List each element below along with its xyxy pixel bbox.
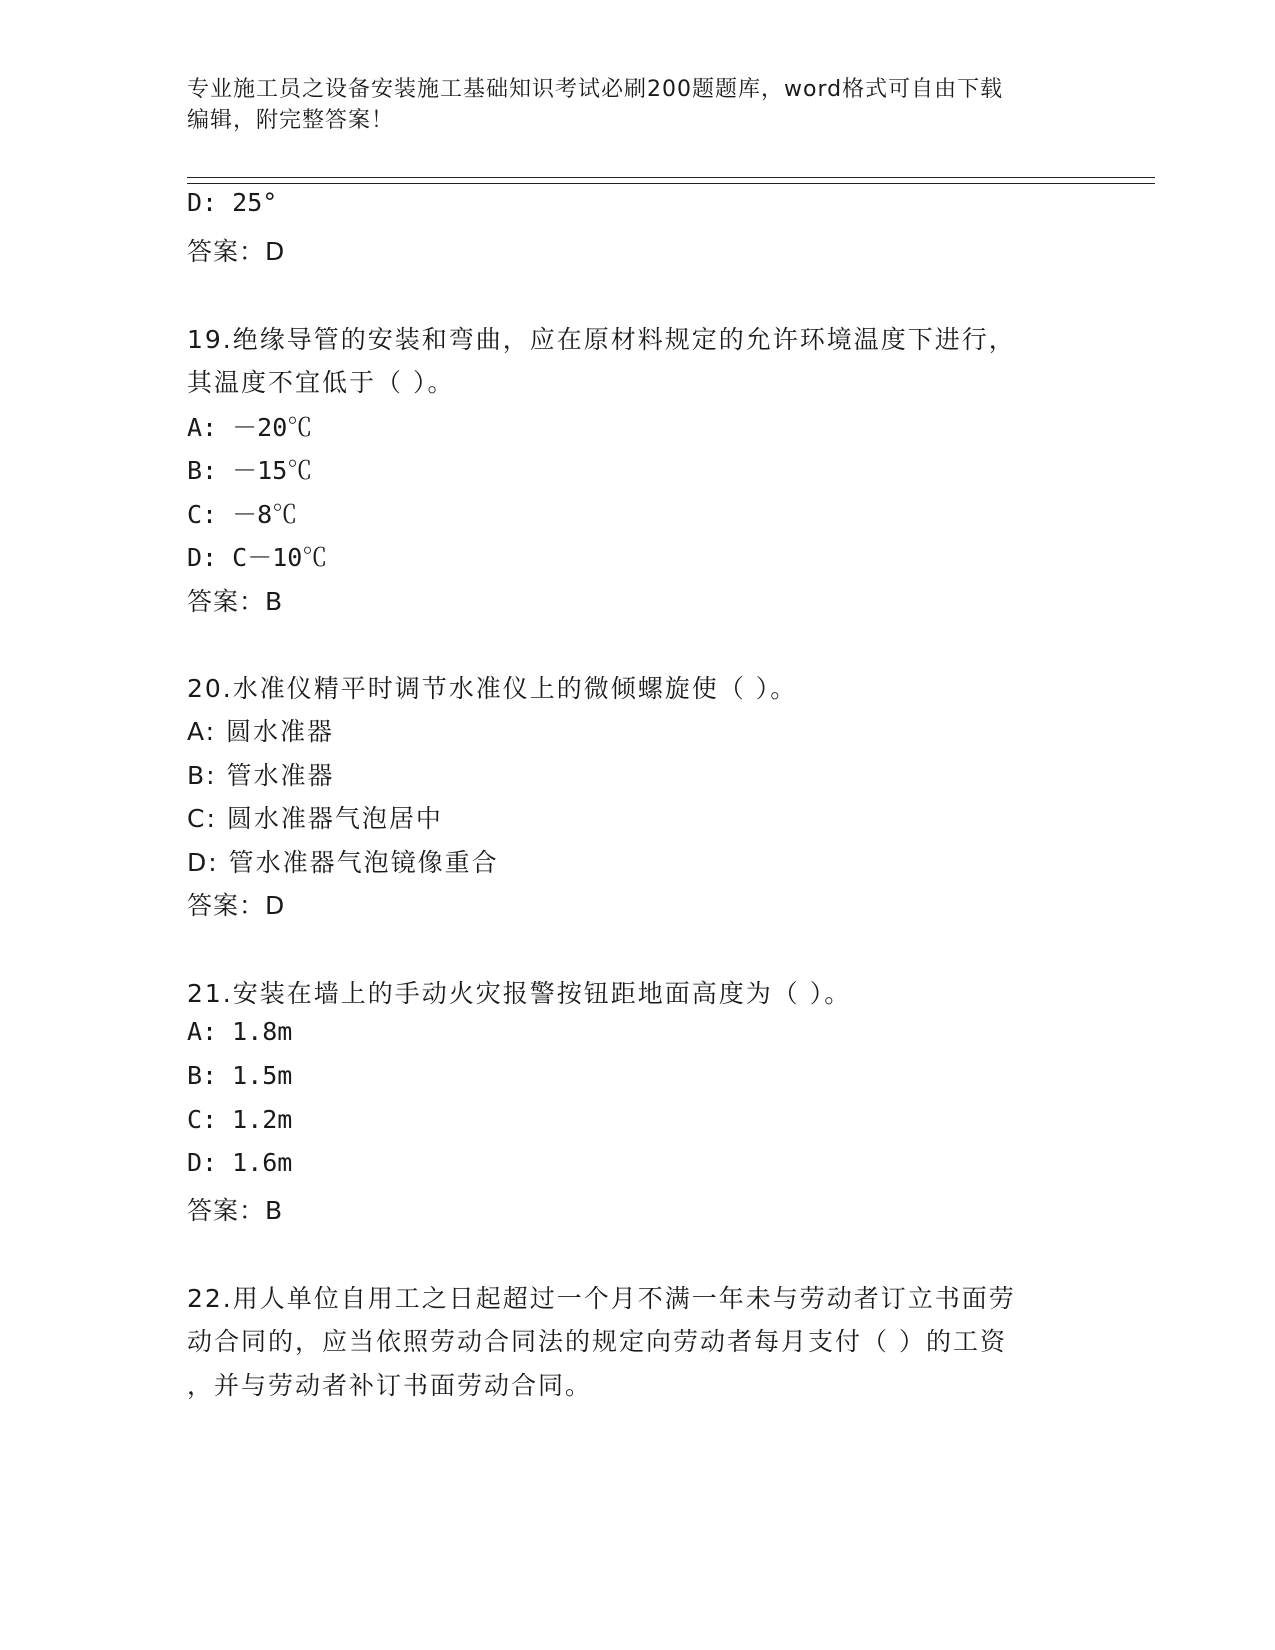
q19-option-a: A: －20℃ — [187, 413, 313, 442]
q21-option-d: D: 1.6m — [187, 1148, 293, 1177]
q20-option-a: A: 圆水准器 — [187, 717, 335, 746]
q20-stem: 20.水准仪精平时调节水准仪上的微倾螺旋使（ ）。 — [187, 674, 798, 703]
q22-stem-line-3: ，并与劳动者补订书面劳动合同。 — [187, 1371, 593, 1400]
header-title-line-1: 专业施工员之设备安装施工基础知识考试必刷200题题库，word格式可自由下载 — [187, 77, 1004, 102]
q21-option-a: A: 1.8m — [187, 1017, 293, 1046]
header-title-line-2: 编辑，附完整答案！ — [187, 108, 395, 133]
q18-answer: 答案：D — [187, 237, 286, 266]
q20-option-d: D: 管水准器气泡镜像重合 — [187, 848, 499, 877]
q20-option-b: B: 管水准器 — [187, 761, 335, 790]
q19-answer: 答案：B — [187, 587, 284, 616]
q22-stem-line-2: 动合同的，应当依照劳动合同法的规定向劳动者每月支付（ ）的工资 — [187, 1327, 1007, 1356]
q21-stem: 21.安装在墙上的手动火灾报警按钮距地面高度为（ ）。 — [187, 979, 852, 1008]
q19-option-c: C: －8℃ — [187, 500, 298, 529]
q20-option-c: C: 圆水准器气泡居中 — [187, 804, 443, 833]
q19-option-b: B: －15℃ — [187, 456, 313, 485]
q21-option-c: C: 1.2m — [187, 1105, 293, 1134]
header-divider-top — [187, 177, 1155, 178]
q18-option-d: D: 25° — [187, 188, 278, 217]
q19-stem-line-1: 19.绝缘导管的安装和弯曲，应在原材料规定的允许环境温度下进行， — [187, 325, 1016, 354]
q19-stem-line-2: 其温度不宜低于（ ）。 — [187, 368, 455, 397]
q19-option-d: D: C－10℃ — [187, 543, 328, 572]
q21-answer: 答案：B — [187, 1196, 284, 1225]
q20-answer: 答案：D — [187, 891, 286, 920]
document-header — [187, 74, 1087, 136]
header-divider-bottom — [187, 183, 1155, 184]
q22-stem-line-1: 22.用人单位自用工之日起超过一个月不满一年未与劳动者订立书面劳 — [187, 1284, 1016, 1313]
q21-option-b: B: 1.5m — [187, 1061, 293, 1090]
